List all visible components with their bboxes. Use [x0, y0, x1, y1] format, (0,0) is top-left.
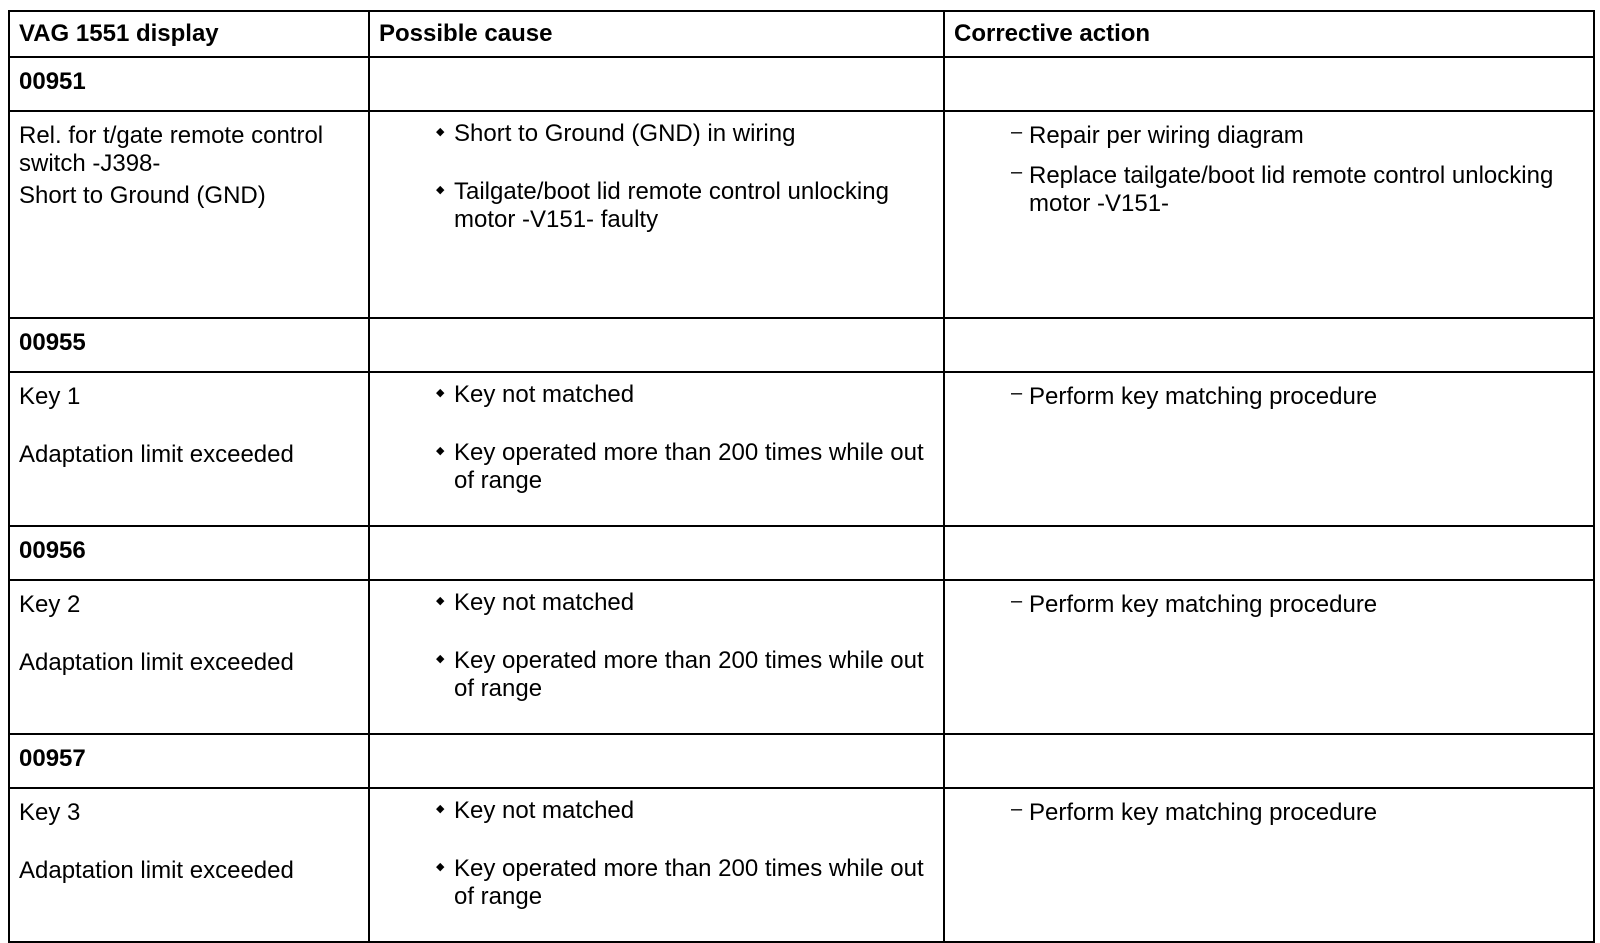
- fault-table: [8, 10, 1595, 943]
- empty-cell: [944, 57, 1594, 111]
- fault-code: 00956: [9, 526, 369, 580]
- empty-cell: [369, 526, 944, 580]
- fault-detail-row: [9, 111, 1594, 318]
- display-line: Short to Ground (GND): [19, 182, 266, 209]
- fault-code-row: [9, 318, 1594, 372]
- cause-item: ◆ Short to Ground (GND) in wiring: [442, 120, 943, 148]
- fault-code-row: [9, 734, 1594, 788]
- fault-detail-row: [9, 372, 1594, 526]
- empty-cell: [369, 318, 944, 372]
- header-row: [9, 11, 1594, 57]
- empty-cell: [944, 318, 1594, 372]
- fault-code-row: [9, 57, 1594, 111]
- action-item: – Perform key matching procedure: [1023, 591, 1593, 619]
- header-display: VAG 1551 display: [9, 11, 369, 57]
- action-cell: [944, 788, 1594, 942]
- display-text-cell: [9, 372, 369, 526]
- cause-item: ◆ Key operated more than 200 times while out of range: [442, 647, 943, 703]
- cause-item: ◆ Key not matched: [442, 589, 943, 617]
- empty-cell: [369, 734, 944, 788]
- display-line: Key 2: [19, 591, 81, 618]
- action-cell: [944, 580, 1594, 734]
- display-text-cell: [9, 111, 369, 318]
- action-item: – Repair per wiring diagram: [1023, 122, 1593, 150]
- fault-code: 00957: [9, 734, 369, 788]
- display-text-cell: [9, 788, 369, 942]
- display-line: Adaptation limit exceeded: [19, 857, 294, 884]
- header-cause: Possible cause: [369, 11, 944, 57]
- cause-item: ◆ Key not matched: [442, 797, 943, 825]
- empty-cell: [944, 526, 1594, 580]
- fault-code: 00951: [9, 57, 369, 111]
- fault-code-row: [9, 526, 1594, 580]
- display-line: Adaptation limit exceeded: [19, 441, 294, 468]
- action-cell: [944, 372, 1594, 526]
- cause-item: ◆ Tailgate/boot lid remote control unlocking motor -V151- faulty: [442, 178, 943, 234]
- action-item: – Perform key matching procedure: [1023, 799, 1593, 827]
- fault-detail-row: [9, 788, 1594, 942]
- action-item: – Perform key matching procedure: [1023, 383, 1593, 411]
- display-line: Adaptation limit exceeded: [19, 649, 294, 676]
- cause-item: ◆ Key operated more than 200 times while out of range: [442, 439, 943, 495]
- header-action: Corrective action: [944, 11, 1594, 57]
- action-item: – Replace tailgate/boot lid remote control unlocking motor -V151-: [1023, 162, 1593, 218]
- display-line: Key 1: [19, 383, 81, 410]
- fault-code: 00955: [9, 318, 369, 372]
- cause-cell: [369, 788, 944, 942]
- display-line: Key 3: [19, 799, 81, 826]
- action-cell: [944, 111, 1594, 318]
- cause-cell: [369, 580, 944, 734]
- cause-cell: [369, 111, 944, 318]
- cause-cell: [369, 372, 944, 526]
- empty-cell: [944, 734, 1594, 788]
- fault-detail-row: [9, 580, 1594, 734]
- cause-item: ◆ Key operated more than 200 times while out of range: [442, 855, 943, 911]
- display-line: Rel. for t/gate remote control switch -J398-: [19, 122, 324, 177]
- display-text-cell: [9, 580, 369, 734]
- cause-item: ◆ Key not matched: [442, 381, 943, 409]
- empty-cell: [369, 57, 944, 111]
